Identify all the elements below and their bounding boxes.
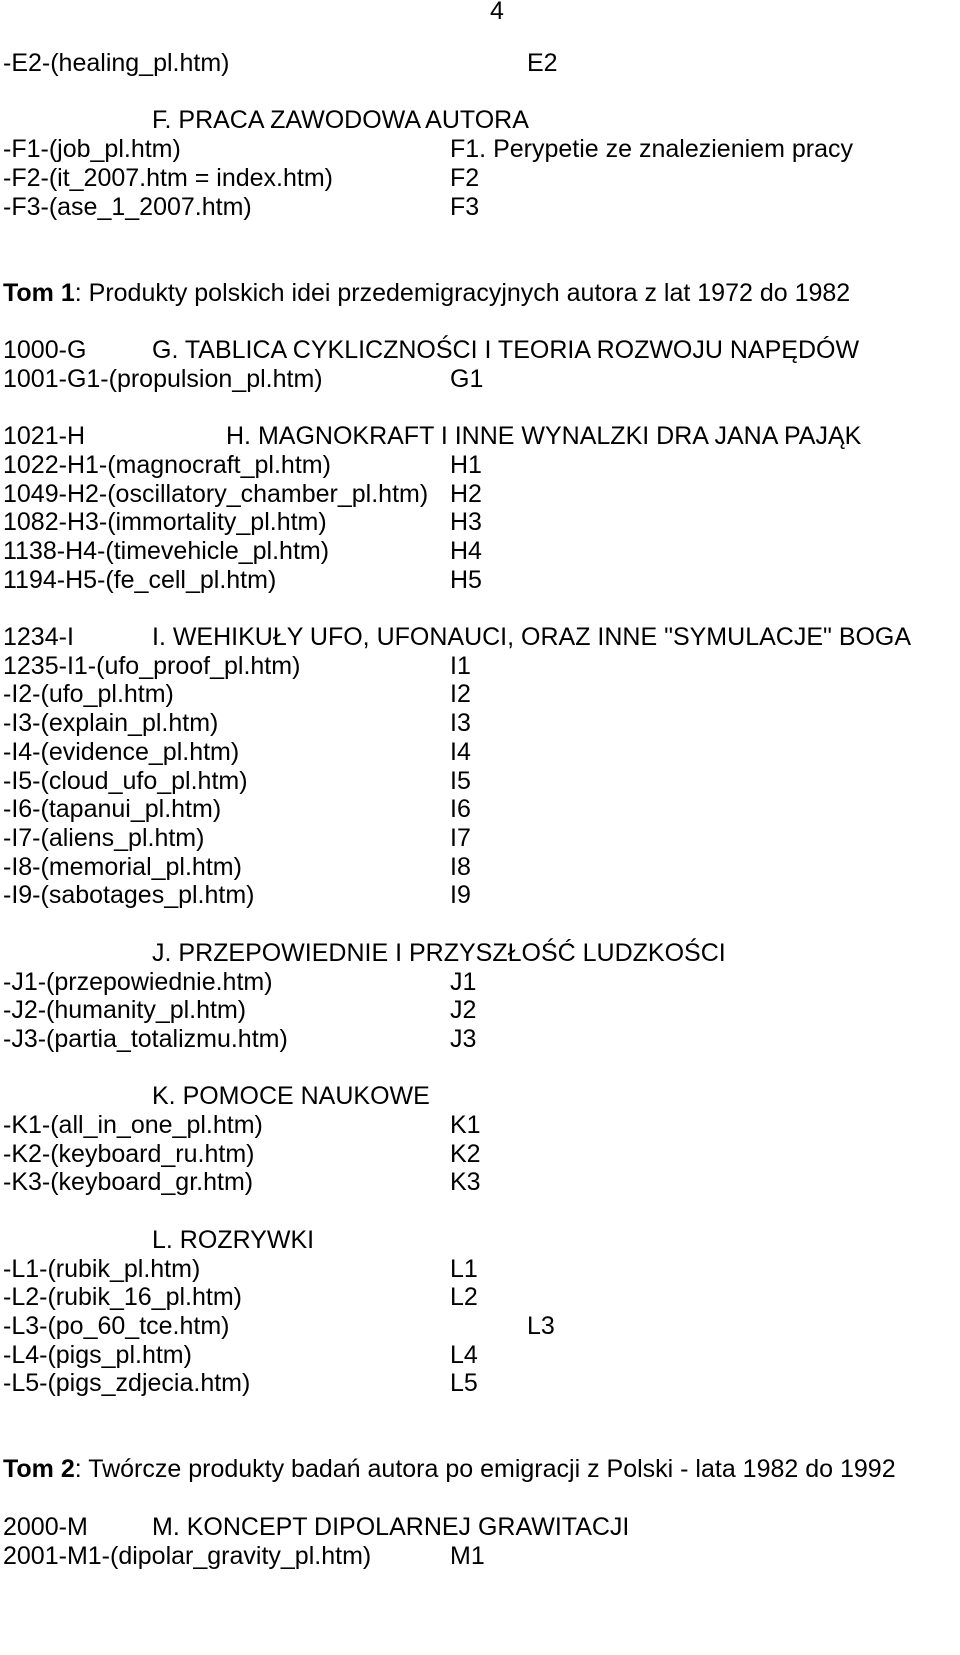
entry-file: 1049-H2-(oscillatory_chamber_pl.htm)	[3, 479, 429, 508]
volume-title	[3, 279, 850, 308]
entry-label: F3	[450, 192, 480, 221]
index-row	[0, 881, 960, 910]
index-row	[0, 795, 960, 824]
blank-line	[0, 910, 960, 939]
entry-file: -L2-(rubik_16_pl.htm)	[3, 1283, 242, 1312]
section-heading: L. ROZRYWKI	[152, 1225, 315, 1254]
index-row	[0, 508, 960, 537]
entry-label: L3	[527, 1311, 555, 1340]
blank-line	[0, 1197, 960, 1226]
index-row	[0, 738, 960, 767]
index-row	[0, 135, 960, 164]
entry-label: F2	[450, 163, 480, 192]
entry-label: I6	[450, 795, 471, 824]
section-heading-row	[0, 336, 960, 365]
entry-file: -F2-(it_2007.htm = index.htm)	[3, 163, 333, 192]
entry-label: L4	[450, 1340, 478, 1369]
index-row	[0, 996, 960, 1025]
section-code: 1234-I	[3, 623, 74, 652]
index-row	[0, 566, 960, 595]
section-heading: I. WEHIKUŁY UFO, UFONAUCI, ORAZ INNE "SYMULACJE" BOGA	[152, 623, 912, 652]
index-row	[0, 1140, 960, 1169]
entry-label: H1	[450, 450, 482, 479]
entry-file: -L5-(pigs_zdjecia.htm)	[3, 1369, 251, 1398]
section-heading: H. MAGNOKRAFT I INNE WYNALZKI DRA JANA PAJĄK	[226, 422, 862, 451]
entry-file: -F3-(ase_1_2007.htm)	[3, 192, 252, 221]
entry-file: 1001-G1-(propulsion_pl.htm)	[3, 364, 323, 393]
entry-label: K2	[450, 1139, 481, 1168]
index-row	[0, 480, 960, 509]
entry-label: G1	[450, 364, 484, 393]
entry-label: E2	[527, 49, 558, 77]
index-row	[0, 365, 960, 394]
index-row	[0, 1369, 960, 1398]
section-heading-row	[0, 1226, 960, 1255]
section-heading: J. PRZEPOWIEDNIE I PRZYSZŁOŚĆ LUDZKOŚCI	[152, 938, 726, 967]
entry-file: 1235-I1-(ufo_proof_pl.htm)	[3, 651, 301, 680]
blank-line	[0, 594, 960, 623]
entry-label: H3	[450, 508, 482, 537]
section-heading-row	[0, 106, 960, 135]
entry-file: -J3-(partia_totalizmu.htm)	[3, 1024, 288, 1053]
entry-file: -I7-(aliens_pl.htm)	[3, 823, 205, 852]
section-heading: G. TABLICA CYKLICZNOŚCI I TEORIA ROZWOJU NAPĘDÓW	[152, 336, 860, 365]
entry-file: -F1-(job_pl.htm)	[3, 135, 181, 164]
index-row	[0, 537, 960, 566]
index-row	[0, 824, 960, 853]
entry-label: J2	[450, 996, 477, 1025]
volume-title-row	[0, 1455, 960, 1484]
entry-file: 1138-H4-(timevehicle_pl.htm)	[3, 536, 330, 565]
section-heading-row	[0, 1513, 960, 1542]
entry-label: K1	[450, 1111, 481, 1140]
entry-file: -L3-(po_60_tce.htm)	[3, 1311, 230, 1340]
index-row	[0, 1168, 960, 1197]
index-row	[0, 1025, 960, 1054]
entry-label: F1. Perypetie ze znalezieniem pracy	[450, 135, 853, 164]
entry-file: 2001-M1-(dipolar_gravity_pl.htm)	[3, 1541, 372, 1570]
index-row	[0, 680, 960, 709]
entry-file: -L1-(rubik_pl.htm)	[3, 1254, 201, 1283]
index-row	[0, 1255, 960, 1284]
section-code: 1000-G	[3, 336, 87, 365]
entry-label: I5	[450, 766, 471, 795]
index-row	[0, 968, 960, 997]
entry-label: L2	[450, 1283, 478, 1312]
page-number: 4	[490, 0, 504, 25]
entry-label: H2	[450, 479, 482, 508]
entry-label: I7	[450, 823, 471, 852]
entry-label: K3	[450, 1168, 481, 1197]
document-body	[0, 49, 960, 1570]
index-row	[0, 709, 960, 738]
blank-line	[0, 307, 960, 336]
section-heading: M. KONCEPT DIPOLARNEJ GRAWITACJI	[152, 1512, 630, 1541]
volume-description: : Produkty polskich idei przedemigracyjnych autora z lat 1972 do 1982	[74, 278, 851, 307]
entry-label: L1	[450, 1254, 478, 1283]
entry-label: I9	[450, 881, 471, 910]
blank-line	[0, 250, 960, 279]
index-row	[0, 49, 960, 78]
volume-label: Tom 2	[3, 1455, 75, 1484]
index-row	[0, 1542, 960, 1571]
entry-file: -I6-(tapanui_pl.htm)	[3, 795, 222, 824]
entry-file: -J2-(humanity_pl.htm)	[3, 996, 247, 1025]
index-row	[0, 451, 960, 480]
entry-label: M1	[450, 1541, 485, 1570]
section-heading-row	[0, 939, 960, 968]
entry-label: J1	[450, 967, 477, 996]
entry-file: -I8-(memorial_pl.htm)	[3, 852, 242, 881]
volume-title-row	[0, 279, 960, 308]
entry-file: -K1-(all_in_one_pl.htm)	[3, 1111, 263, 1140]
entry-label: I1	[450, 651, 471, 680]
section-heading-row	[0, 1082, 960, 1111]
blank-line	[0, 1398, 960, 1427]
section-code: 1021-H	[3, 422, 85, 451]
index-row	[0, 1283, 960, 1312]
entry-file: -E2-(healing_pl.htm)	[3, 49, 230, 77]
entry-file: 1082-H3-(immortality_pl.htm)	[3, 508, 327, 537]
index-row	[0, 164, 960, 193]
entry-file: -I3-(explain_pl.htm)	[3, 709, 219, 738]
section-code: 2000-M	[3, 1512, 88, 1541]
blank-line	[0, 393, 960, 422]
index-row	[0, 1341, 960, 1370]
entry-label: I2	[450, 680, 471, 709]
entry-file: -I5-(cloud_ufo_pl.htm)	[3, 766, 248, 795]
index-row	[0, 1312, 960, 1341]
entry-label: H4	[450, 536, 482, 565]
index-row	[0, 652, 960, 681]
entry-file: -L4-(pigs_pl.htm)	[3, 1340, 192, 1369]
section-heading: F. PRACA ZAWODOWA AUTORA	[152, 106, 529, 135]
blank-line	[0, 1484, 960, 1513]
entry-label: L5	[450, 1369, 478, 1398]
entry-file: -I9-(sabotages_pl.htm)	[3, 881, 255, 910]
blank-line	[0, 78, 960, 107]
entry-label: I8	[450, 852, 471, 881]
blank-line	[0, 1427, 960, 1456]
entry-file: 1022-H1-(magnocraft_pl.htm)	[3, 450, 331, 479]
entry-file: -J1-(przepowiednie.htm)	[3, 967, 273, 996]
index-row	[0, 1111, 960, 1140]
blank-line	[0, 221, 960, 250]
entry-label: I3	[450, 709, 471, 738]
entry-file: -I2-(ufo_pl.htm)	[3, 680, 174, 709]
entry-label: I4	[450, 737, 471, 766]
index-row	[0, 193, 960, 222]
entry-file: -I4-(evidence_pl.htm)	[3, 737, 240, 766]
section-heading-row	[0, 623, 960, 652]
entry-label: J3	[450, 1024, 477, 1053]
entry-file: -K3-(keyboard_gr.htm)	[3, 1168, 254, 1197]
volume-label: Tom 1	[3, 278, 75, 307]
entry-label: H5	[450, 565, 482, 594]
volume-description: : Twórcze produkty badań autora po emigracji z Polski - lata 1982 do 1992	[74, 1455, 896, 1484]
entry-file: 1194-H5-(fe_cell_pl.htm)	[3, 565, 277, 594]
index-row	[0, 853, 960, 882]
section-heading: K. POMOCE NAUKOWE	[152, 1082, 430, 1111]
entry-file: -K2-(keyboard_ru.htm)	[3, 1139, 255, 1168]
index-row	[0, 767, 960, 796]
volume-title	[3, 1455, 896, 1484]
section-heading-row	[0, 422, 960, 451]
blank-line	[0, 1054, 960, 1083]
